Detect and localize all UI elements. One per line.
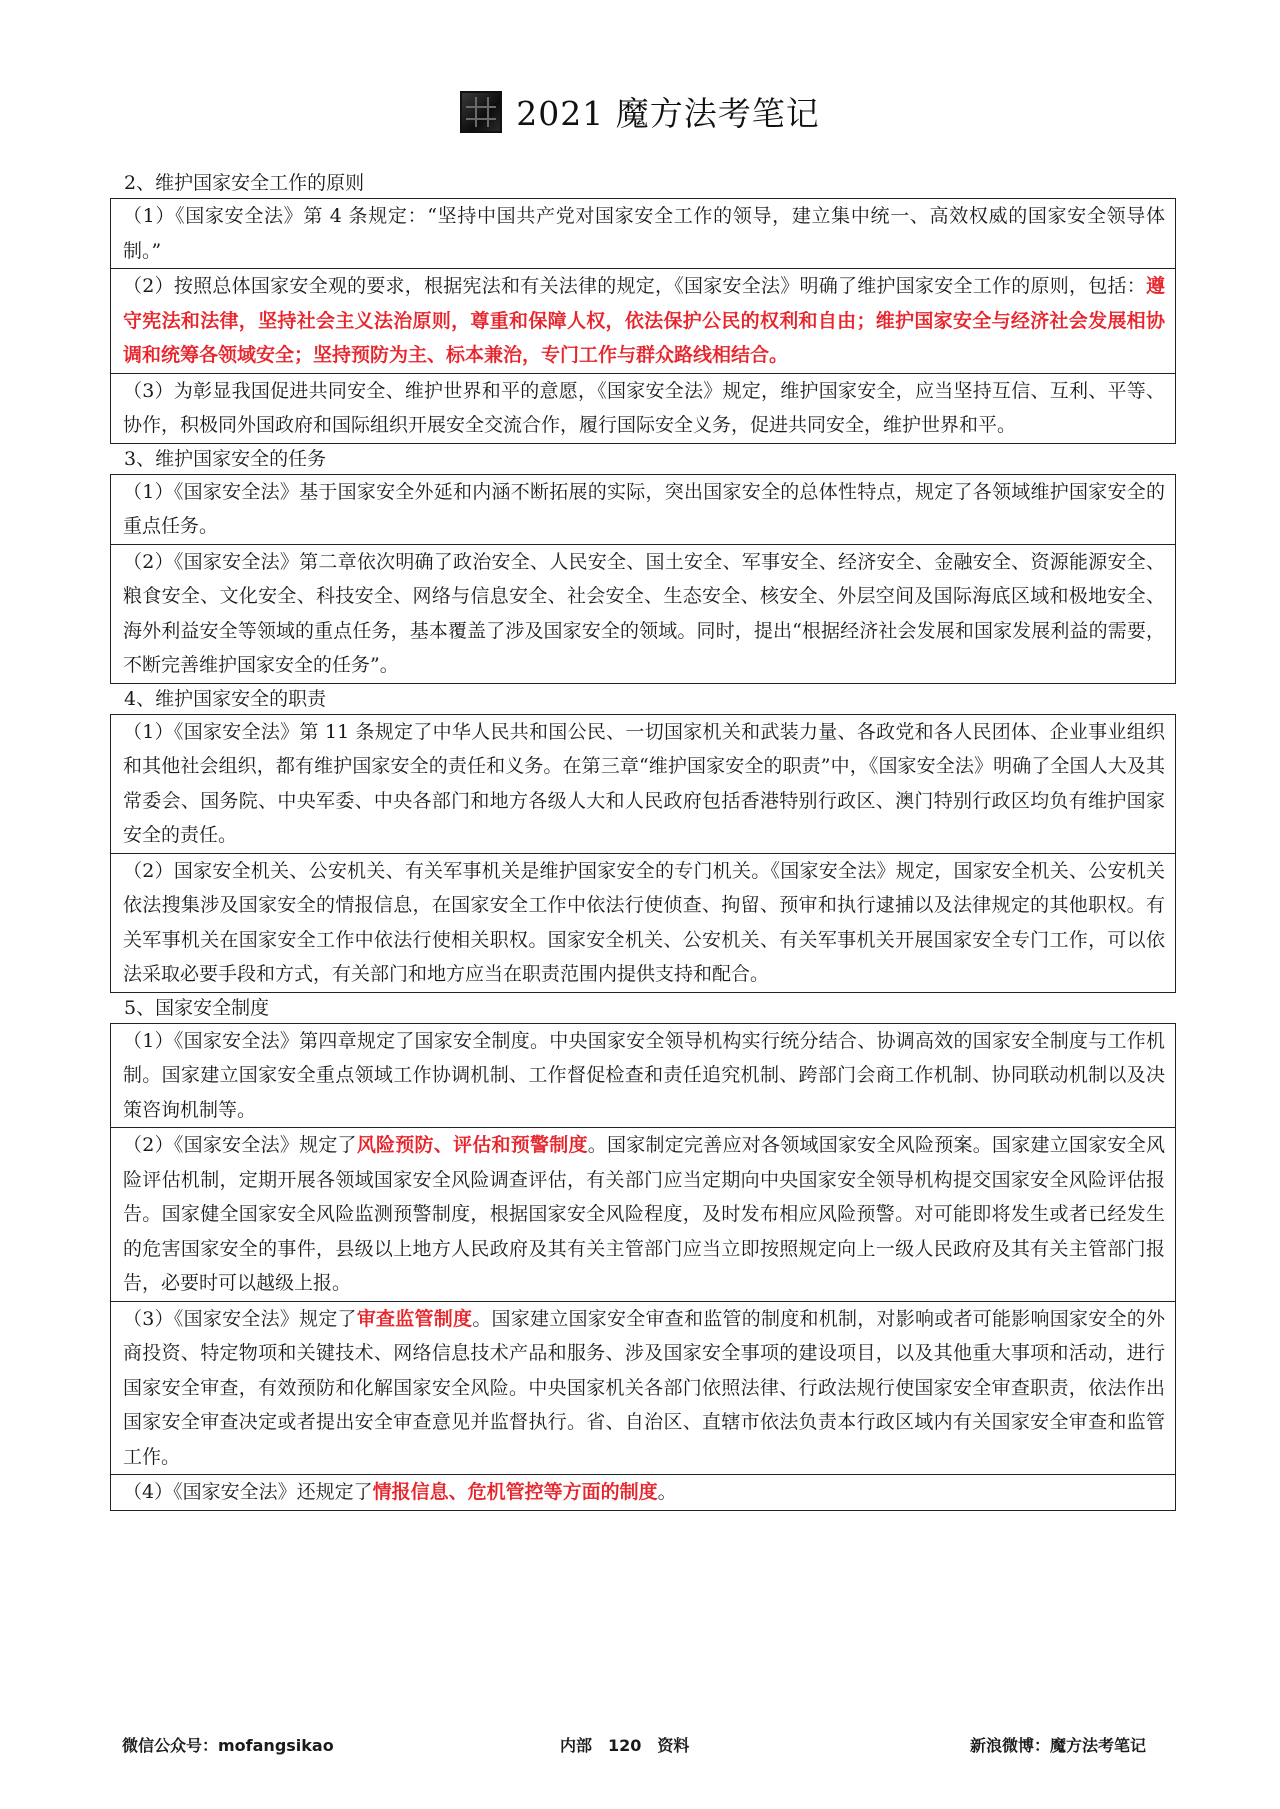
item-text: （4）《国家安全法》还规定了	[123, 1481, 373, 1503]
section-heading: 2、维护国家安全工作的原则	[124, 172, 365, 194]
section-box	[110, 714, 1176, 993]
section-item	[111, 1474, 1175, 1510]
section-box	[110, 198, 1176, 444]
section-item	[111, 715, 1175, 853]
section-heading: 3、维护国家安全的任务	[124, 447, 327, 470]
item-text: （2）《国家安全法》第二章依次明确了政治安全、人民安全、国土安全、军事安全、经济安全、金融安全、资源能源安全、粮食安全、文化安全、科技安全、网络与信息安全、社会安全、生态安全、核安全、外层空间及国际海底区域和极地安全、海外利益安全等领域的重点任务，基本覆盖了涉及国家安全的领域。同时，提出“根据经济社会发展和国家发展利益的需要，不断完善维护国家安全的任务”。	[123, 550, 1165, 676]
rubiks-cube-icon	[460, 91, 502, 133]
item-text: 。国家建立国家安全审查和监管的制度和机制，对影响或者可能影响国家安全的外商投资、特定物项和关键技术、网络信息技术产品和服务、涉及国家安全事项的建设项目，以及其他重大事项和活动，进行国家安全审查，有效预防和化解国家安全风险。中央国家机关各部门依照法律、行政法规行使国家安全审查职责，依法作出国家安全审查决定或者提出安全审查意见并监督执行。省、自治区、直辖市依法负责本行政区域内有关国家安全审查和监管工作。	[123, 1307, 1165, 1468]
item-text: （1）《国家安全法》第 4 条规定：“坚持中国共产党对国家安全工作的领导，建立集中统一、高效权威的国家安全领导体制。”	[123, 205, 1165, 262]
section-item	[111, 544, 1175, 683]
item-text: （1）《国家安全法》第 11 条规定了中华人民共和国公民、一切国家机关和武装力量、各政党和各人民团体、企业事业组织和其他社会组织，都有维护国家安全的责任和义务。在第三章“维护国家安全的职责”中，《国家安全法》明确了全国人大及其常委会、国务院、中央军委、中央各部门和地方各级人大和人民政府包括香港特别行政区、澳门特别行政区均负有维护国家安全的责任。	[123, 720, 1165, 846]
highlighted-text: 风险预防、评估和预警制度	[356, 1134, 588, 1156]
section-item	[111, 1024, 1175, 1128]
footer-page-number: 内部 120 资料	[560, 1736, 690, 1755]
item-text: （3）为彰显我国促进共同安全、维护世界和平的意愿，《国家安全法》规定，维护国家安全，应当坚持互信、互利、平等、协作，积极同外国政府和国际组织开展安全交流合作，履行国际安全义务，促进共同安全，维护世界和平。	[123, 379, 1165, 436]
footer-wechat: 微信公众号：mofangsikao	[122, 1736, 334, 1755]
section-item	[111, 853, 1175, 992]
item-text: 。国家制定完善应对各领域国家安全风险预案。国家建立国家安全风险评估机制，定期开展各领域国家安全风险调查评估，有关部门应当定期向中央国家安全领导机构提交国家安全风险评估报告。国家健全国家安全风险监测预警制度，根据国家安全风险程度，及时发布相应风险预警。对可能即将发生或者已经发生的危害国家安全的事件，县级以上地方人民政府及其有关主管部门应当立即按照规定向上一级人民政府及其有关主管部门报告，必要时可以越级上报。	[123, 1134, 1165, 1294]
section-box	[110, 474, 1176, 684]
section-item	[111, 268, 1175, 373]
item-text: （2）《国家安全法》规定了	[123, 1134, 357, 1156]
item-text: （1）《国家安全法》基于国家安全外延和内涵不断拓展的实际，突出国家安全的总体性特点，规定了各领域维护国家安全的重点任务。	[123, 480, 1165, 537]
page-title: 2021 魔方法考笔记	[516, 94, 820, 133]
section-item	[111, 1127, 1175, 1301]
section-item	[111, 199, 1175, 268]
item-text: 。	[657, 1481, 677, 1503]
item-text: （2）国家安全机关、公安机关、有关军事机关是维护国家安全的专门机关。《国家安全法》规定，国家安全机关、公安机关依法搜集涉及国家安全的情报信息，在国家安全工作中依法行使侦查、拘留、预审和执行逮捕以及法律规定的其他职权。有关军事机关在国家安全工作中依法行使相关职权。国家安全机关、公安机关、有关军事机关开展国家安全专门工作，可以依法采取必要手段和方式，有关部门和地方应当在职责范围内提供支持和配合。	[123, 859, 1165, 985]
highlighted-text: 情报信息、危机管控等方面的制度	[372, 1481, 658, 1503]
section-heading: 5、国家安全制度	[124, 996, 270, 1019]
section-item	[111, 475, 1175, 544]
item-text: （1）《国家安全法》第四章规定了国家安全制度。中央国家安全领导机构实行统分结合、协调高效的国家安全制度与工作机制。国家建立国家安全重点领域工作协调机制、工作督促检查和责任追究机制、跨部门会商工作机制、协同联动机制以及决策咨询机制等。	[123, 1029, 1165, 1121]
page-footer	[0, 1733, 1280, 1763]
section-box	[110, 1023, 1176, 1511]
section-item	[111, 1301, 1175, 1475]
document-body	[110, 168, 1176, 1511]
item-text: （3）《国家安全法》规定了	[123, 1307, 357, 1330]
highlighted-text: 遵守宪法和法律，坚持社会主义法治原则，尊重和保障人权，依法保护公民的权利和自由；维护国家安全与经济社会发展相协调和统筹各领域安全；坚持预防为主、标本兼治，专门工作与群众路线相结合。	[123, 275, 1165, 366]
page-header	[0, 88, 1280, 135]
section-heading: 4、维护国家安全的职责	[124, 687, 327, 710]
highlighted-text: 审查监管制度	[356, 1307, 473, 1330]
footer-weibo: 新浪微博：魔方法考笔记	[969, 1736, 1146, 1755]
section-item	[111, 373, 1175, 443]
item-text: （2）按照总体国家安全观的要求，根据宪法和有关法律的规定，《国家安全法》明确了维护国家安全工作的原则，包括：	[123, 275, 1146, 297]
